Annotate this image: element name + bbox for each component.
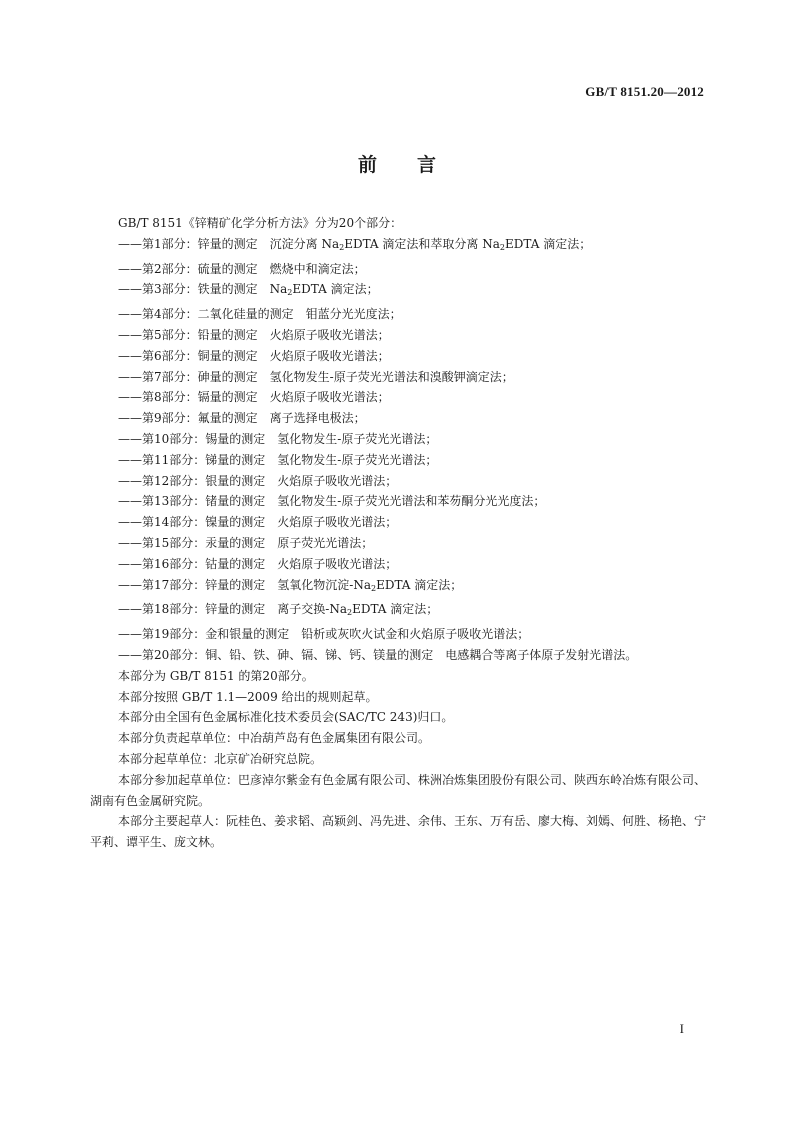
list-item: ——第14部分：镍量的测定 火焰原子吸收光谱法；: [118, 515, 398, 530]
statement-paragraph: 本部分参加起草单位：巴彦淖尔紫金有色金属有限公司、株洲冶炼集团股份有限公司、陕西东岭冶炼有限公司、湖南有色金属研究院。: [90, 772, 707, 808]
list-item-text: ——第17部分：锌量的测定 氢氧化物沉淀-Na: [118, 577, 371, 592]
statement-paragraph: 本部分主要起草人：阮桂色、姜求韬、高颖剑、冯先进、余伟、王东、万有岳、廖大梅、刘嫣、何胜、杨艳、宁平莉、谭平生、庞文林。: [90, 814, 707, 850]
list-item: ——第13部分：锗量的测定 氢化物发生-原子荧光光谱法和苯芴酮分光光度法；: [118, 494, 546, 509]
list-item: ——第10部分：锡量的测定 氢化物发生-原子荧光光谱法；: [118, 431, 438, 446]
subscript: 2: [287, 288, 293, 298]
list-item: ——第9部分：氟量的测定 离子选择电极法；: [118, 411, 366, 426]
list-item: [90, 279, 710, 304]
statement-paragraph: 本部分按照 GB/T 1.1—2009 给出的规则起草。: [118, 689, 378, 704]
list-item-text: EDTA 滴定法和萃取分离 Na: [344, 236, 500, 251]
subscript: 2: [370, 583, 377, 593]
list-item: ——第11部分：锑量的测定 氢化物发生-原子荧光光谱法；: [118, 452, 438, 467]
parts-list: [90, 234, 710, 666]
list-item-text: EDTA 滴定法；: [376, 577, 463, 592]
page-number: I: [679, 1021, 684, 1036]
list-item: [90, 575, 710, 600]
list-item: [90, 234, 710, 259]
statement-paragraph: 本部分为 GB/T 8151 的第20部分。: [118, 668, 314, 683]
list-item: [90, 599, 710, 624]
list-item-text: EDTA 滴定法；: [504, 236, 592, 251]
subscript: 2: [339, 242, 345, 252]
list-item: ——第5部分：铅量的测定 火焰原子吸收光谱法；: [118, 327, 390, 342]
list-item: ——第4部分：二氧化硅量的测定 钼蓝分光光度法；: [118, 307, 402, 322]
statement-paragraph: 本部分由全国有色金属标准化技术委员会(SAC/TC 243)归口。: [118, 710, 454, 725]
intro-paragraph: GB/T 8151《锌精矿化学分析方法》分为20个部分：: [118, 216, 403, 230]
statements: [90, 666, 710, 853]
list-item: ——第20部分：铜、铅、铁、砷、镉、锑、钙、镁量的测定 电感耦合等离子体原子发射光谱法。: [118, 647, 638, 662]
standard-number: GB/T 8151.20—2012: [585, 84, 704, 99]
list-item-text: EDTA 滴定法；: [352, 602, 439, 617]
statement-paragraph: 本部分负责起草单位：中冶葫芦岛有色金属集团有限公司。: [118, 731, 431, 746]
list-item: ——第19部分：金和银量的测定 铅析或灰吹火试金和火焰原子吸收光谱法；: [118, 627, 530, 642]
subscript: 2: [499, 242, 505, 252]
document-body: [90, 213, 710, 853]
list-item: ——第15部分：汞量的测定 原子荧光光谱法；: [118, 535, 374, 550]
list-item-text: EDTA 滴定法；: [292, 282, 379, 297]
statement-paragraph: 本部分起草单位：北京矿冶研究总院。: [118, 751, 323, 766]
list-item-text: ——第3部分：铁量的测定 Na: [118, 282, 288, 297]
list-item: ——第2部分：硫量的测定 燃烧中和滴定法；: [118, 261, 366, 276]
list-item: ——第6部分：铜量的测定 火焰原子吸收光谱法；: [118, 348, 390, 363]
list-item-text: ——第1部分：锌量的测定 沉淀分离 Na: [118, 236, 340, 251]
list-item: ——第16部分：钴量的测定 火焰原子吸收光谱法；: [118, 556, 398, 571]
subscript: 2: [346, 608, 353, 618]
list-item: ——第12部分：银量的测定 火焰原子吸收光谱法；: [118, 473, 398, 488]
list-item: ——第7部分：砷量的测定 氢化物发生-原子荧光光谱法和溴酸钾滴定法；: [118, 369, 514, 384]
page-title: 前言: [357, 154, 476, 176]
list-item-text: ——第18部分：锌量的测定 离子交换-Na: [118, 602, 347, 617]
list-item: ——第8部分：镉量的测定 火焰原子吸收光谱法；: [118, 390, 390, 405]
